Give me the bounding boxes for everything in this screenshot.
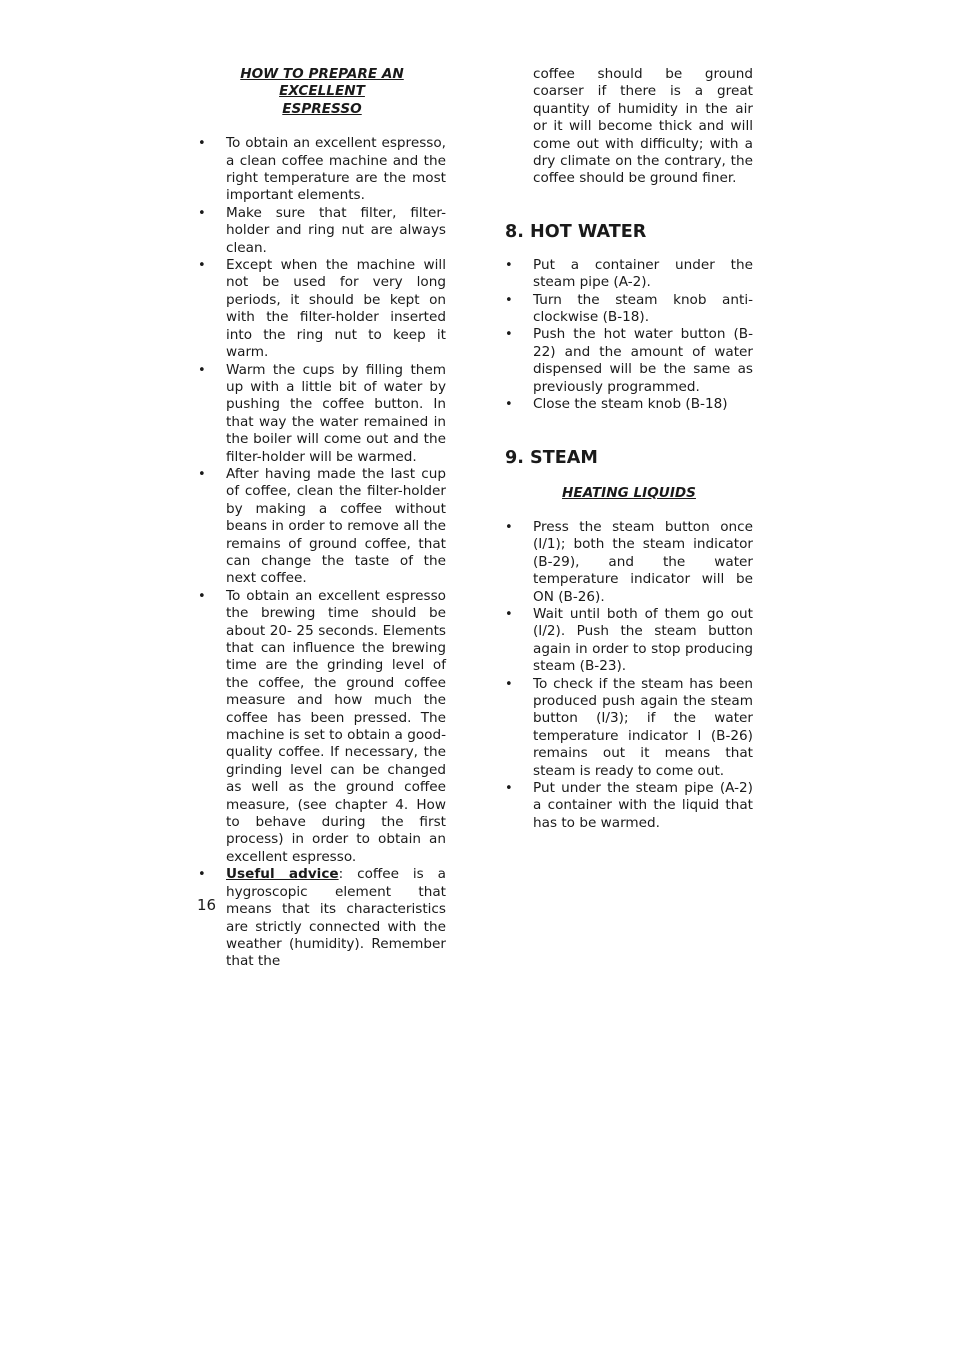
hot-water-list <box>505 257 753 414</box>
heating-liquids-subtitle: HEATING LIQUIDS <box>562 484 696 501</box>
list-item: • To obtain an excellent espresso, a clean coffee machine and the right temperature are the most important elements. <box>198 135 446 205</box>
list-item: • Make sure that filter, filter-holder and ring nut are always clean. <box>198 205 446 257</box>
list-item: • Close the steam knob (B-18) <box>505 396 753 413</box>
list-item: • Wait until both of them go out (I/2). Push the steam button again in order to stop producing steam (B-23). <box>505 606 753 676</box>
list-item: • Push the hot water button (B-22) and the amount of water dispensed will be the same as previously programmed. <box>505 326 753 396</box>
steam-heading: 9. STEAM <box>505 447 598 468</box>
list-item: • Put under the steam pipe (A-2) a container with the liquid that has to be warmed. <box>505 780 753 832</box>
list-item: • Turn the steam knob anti-clockwise (B-18). <box>505 292 753 327</box>
steam-list <box>505 519 753 832</box>
left-column <box>198 66 446 971</box>
list-item: • After having made the last cup of coffee, clean the filter-holder by making a coffee without beans in order to remove all the remains of ground coffee, that can change the taste of the next coffee. <box>198 466 446 588</box>
useful-advice-item <box>198 866 446 970</box>
useful-advice-label: Useful advice <box>226 866 339 883</box>
useful-advice-colon: : <box>338 866 344 883</box>
useful-advice-text: coffee is a hygroscopic element that means that its characteristics are strictly connected with the weather (humidity). Remember that the <box>226 866 446 970</box>
list-item: • Except when the machine will not be used for very long periods, it should be kept on with the filter-holder inserted into the ring nut to keep it warm. <box>198 257 446 361</box>
hot-water-heading: 8. HOT WATER <box>505 221 647 242</box>
espresso-title-line2: ESPRESSO <box>282 100 362 117</box>
espresso-tips-list <box>198 135 446 971</box>
list-item: • Put a container under the steam pipe (A-2). <box>505 257 753 292</box>
espresso-section-title <box>198 66 446 118</box>
right-column <box>505 66 753 832</box>
page-number: 16 <box>197 896 217 914</box>
list-item: • Press the steam button once (I/1); both the steam indicator (B-29), and the water temperature indicator will be ON (B-26). <box>505 519 753 606</box>
list-item: • To check if the steam has been produced push again the steam button (I/3); if the water temperature indicator l (B-26) remains out it means that steam is ready to come out. <box>505 676 753 780</box>
list-item: • To obtain an excellent espresso the brewing time should be about 20- 25 seconds. Elements that can influence the brewing time are the grinding level of the coffee, the ground coffee measure and how much the coffee has been pressed. The machine is set to obtain a good-quality coffee. If necessary, the grinding level can be changed as well as the ground coffee measure, (see chapter 4. How to behave during the first process) in order to obtain an excellent espresso. <box>198 588 446 867</box>
list-item: • Warm the cups by filling them up with a little bit of water by pushing the coffee button. In that way the water remained in the boiler will come out and the filter-holder will be warmed. <box>198 362 446 466</box>
advice-continuation: coffee should be ground coarser if there is a great quantity of humidity in the air or it will become thick and will come out with difficulty; with a dry climate on the contrary, the coffee should be ground finer. <box>533 66 753 187</box>
espresso-title-line1: HOW TO PREPARE AN EXCELLENT <box>240 66 404 100</box>
